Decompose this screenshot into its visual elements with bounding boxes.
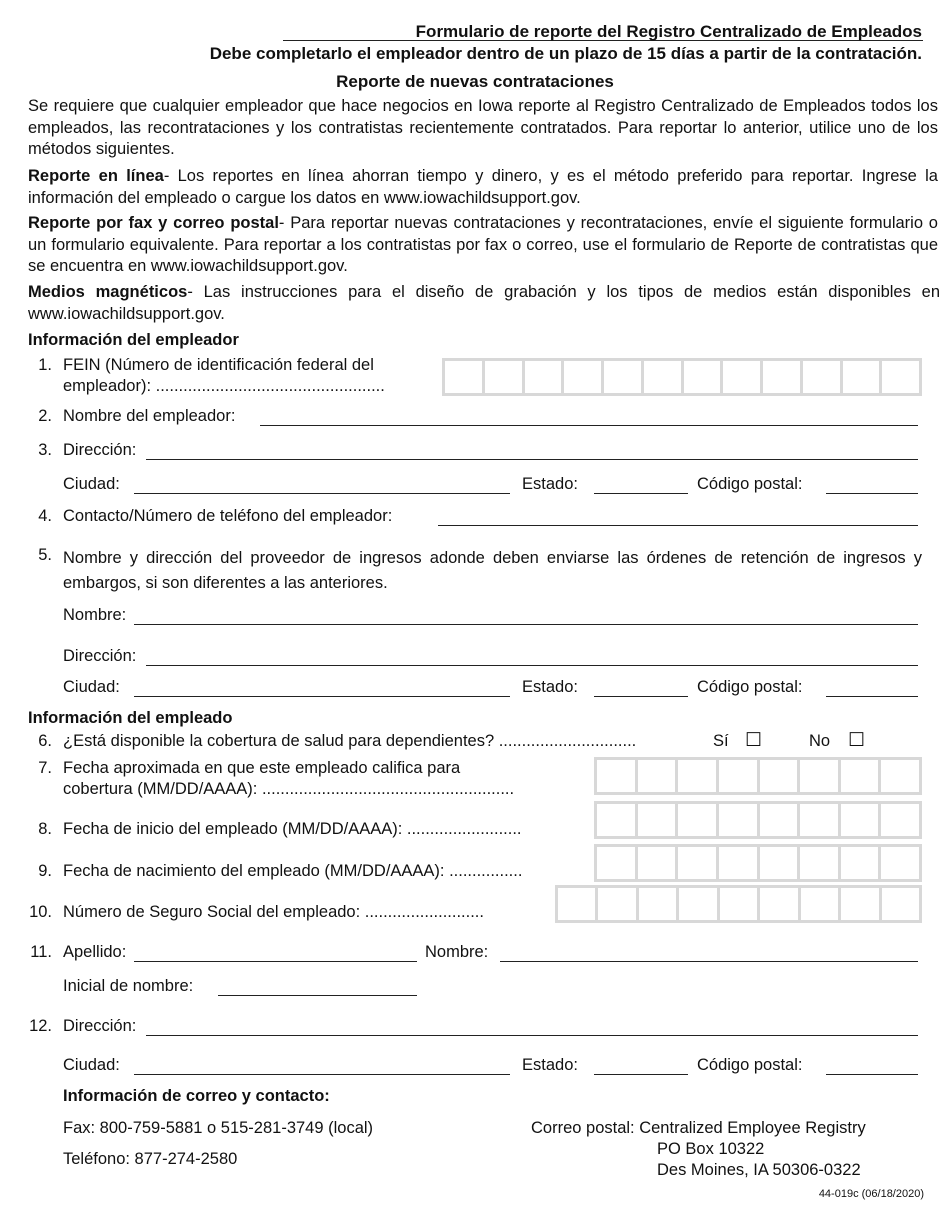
phone-info: Teléfono: 877-274-2580 bbox=[63, 1150, 238, 1168]
q2-number: 2. bbox=[38, 407, 52, 425]
deadline-notice: Debe completarlo el empleador dentro de un plazo de 15 días a partir de la contratación. bbox=[209, 44, 922, 63]
method-online-title: Reporte en línea bbox=[28, 167, 164, 185]
fein-input-boxes[interactable] bbox=[442, 358, 922, 396]
q1-number: 1. bbox=[38, 356, 52, 374]
q6-label: ¿Está disponible la cobertura de salud para dependientes? .............................. bbox=[63, 732, 637, 750]
q2-label: Nombre del empleador: bbox=[63, 407, 236, 425]
payer-state-label: Estado: bbox=[522, 678, 578, 696]
q7-label-line2: cobertura (MM/DD/AAAA): ....................................................... bbox=[63, 780, 515, 798]
employer-contact-field[interactable] bbox=[438, 525, 918, 526]
no-label: No bbox=[809, 732, 831, 750]
method-magnetic-text: - Las instrucciones para el diseño de grabación y los tipos de medios están disponibles en www.iowachildsupport.gov. bbox=[28, 283, 940, 323]
method-fax-text: - Para reportar nuevas contrataciones y recontrataciones, envíe el siguiente formulario o un formulario equivalente. Para reportar a los contratistas por fax o correo, use el formulario de Reporte de contratistas que se encuentra en www.iowachildsupport.gov. bbox=[28, 214, 938, 275]
method-online-text: - Los reportes en línea ahorran tiempo y dinero, y es el método preferido para reportar. Ingrese la información del empleado o cargue los datos en www.iowachildsupport.gov. bbox=[28, 167, 938, 207]
employee-city-label: Ciudad: bbox=[63, 1056, 120, 1074]
payer-zip-label: Código postal: bbox=[697, 678, 803, 696]
q4-label: Contacto/Número de teléfono del empleador: bbox=[63, 507, 393, 525]
employer-zip-field[interactable] bbox=[826, 493, 918, 494]
initial-label: Inicial de nombre: bbox=[63, 977, 194, 995]
intro-paragraph: Se requiere que cualquier empleador que hace negocios en Iowa reporte al Registro Centralizado de Empleados todos los empleados, las recontrataciones y los contratistas recientemente contratados. Para reportar lo anterior, utilice uno de los métodos siguientes. bbox=[28, 97, 938, 158]
employer-name-field[interactable] bbox=[260, 425, 918, 426]
form-id: 44-019c (06/18/2020) bbox=[818, 1188, 924, 1200]
coverage-date-boxes[interactable] bbox=[594, 757, 922, 795]
method-magnetic-title: Medios magnéticos bbox=[28, 283, 188, 301]
birth-date-boxes[interactable] bbox=[594, 844, 922, 882]
payer-city-label: Ciudad: bbox=[63, 678, 120, 696]
start-date-boxes[interactable] bbox=[594, 801, 922, 839]
q1-label-line2: empleador): .................................................. bbox=[63, 377, 385, 395]
first-name-field[interactable] bbox=[500, 961, 918, 962]
form-title: Formulario de reporte del Registro Centralizado de Empleados bbox=[415, 22, 922, 41]
q5-label: Nombre y dirección del proveedor de ingresos adonde deben enviarse las órdenes de retención de ingresos y embargos, si son diferentes a las anteriores. bbox=[63, 549, 922, 592]
employee-city-field[interactable] bbox=[134, 1074, 510, 1075]
payer-address-field[interactable] bbox=[146, 665, 918, 666]
q4-number: 4. bbox=[38, 507, 52, 525]
q10-number: 10. bbox=[29, 903, 52, 921]
last-name-field[interactable] bbox=[134, 961, 417, 962]
contact-heading: Información de correo y contacto: bbox=[63, 1087, 330, 1105]
form-subtitle: Reporte de nuevas contrataciones bbox=[336, 72, 614, 91]
payer-name-field[interactable] bbox=[134, 624, 918, 625]
employee-address-field[interactable] bbox=[146, 1035, 918, 1036]
q9-number: 9. bbox=[38, 862, 52, 880]
q7-number: 7. bbox=[38, 759, 52, 777]
q12-number: 12. bbox=[29, 1017, 52, 1035]
payer-city-field[interactable] bbox=[134, 696, 510, 697]
payer-state-field[interactable] bbox=[594, 696, 688, 697]
method-fax-mail bbox=[28, 213, 938, 278]
ssn-boxes[interactable] bbox=[555, 885, 922, 923]
no-checkbox[interactable]: ☐ bbox=[848, 730, 866, 751]
employee-heading: Información del empleado bbox=[28, 709, 233, 727]
employee-zip-label: Código postal: bbox=[697, 1056, 803, 1074]
yes-label: Sí bbox=[713, 732, 729, 750]
payer-name-label: Nombre: bbox=[63, 606, 127, 624]
payer-zip-field[interactable] bbox=[826, 696, 918, 697]
first-name-label: Nombre: bbox=[425, 943, 489, 961]
mail-address-line1: Correo postal: Centralized Employee Registry bbox=[531, 1119, 866, 1137]
q3-number: 3. bbox=[38, 441, 52, 459]
employer-state-label: Estado: bbox=[522, 475, 578, 493]
q1-label-line1: FEIN (Número de identificación federal del bbox=[63, 356, 374, 374]
payer-address-label: Dirección: bbox=[63, 647, 137, 665]
initial-field[interactable] bbox=[218, 995, 417, 996]
employee-zip-field[interactable] bbox=[826, 1074, 918, 1075]
q7-label-line1: Fecha aproximada en que este empleado califica para bbox=[63, 759, 461, 777]
employer-address-field[interactable] bbox=[146, 459, 918, 460]
q6-number: 6. bbox=[38, 732, 52, 750]
q8-number: 8. bbox=[38, 820, 52, 838]
fax-info: Fax: 800-759-5881 o 515-281-3749 (local) bbox=[63, 1119, 374, 1137]
yes-checkbox[interactable]: ☐ bbox=[745, 730, 763, 751]
employer-city-field[interactable] bbox=[134, 493, 510, 494]
method-fax-title: Reporte por fax y correo postal bbox=[28, 214, 279, 232]
employer-heading: Información del empleador bbox=[28, 331, 239, 349]
q5-number: 5. bbox=[38, 546, 52, 564]
method-online bbox=[28, 166, 938, 209]
q9-label: Fecha de nacimiento del empleado (MM/DD/AAAA): ................ bbox=[63, 862, 523, 880]
mail-address-line2: PO Box 10322 bbox=[657, 1140, 765, 1158]
employer-city-label: Ciudad: bbox=[63, 475, 120, 493]
q8-label: Fecha de inicio del empleado (MM/DD/AAAA): ......................... bbox=[63, 820, 522, 838]
q10-label: Número de Seguro Social del empleado: .......................... bbox=[63, 903, 484, 921]
q3-label: Dirección: bbox=[63, 441, 137, 459]
q11-number: 11. bbox=[30, 943, 52, 961]
employee-address-label: Dirección: bbox=[63, 1017, 137, 1035]
employer-zip-label: Código postal: bbox=[697, 475, 803, 493]
employee-state-label: Estado: bbox=[522, 1056, 578, 1074]
employee-state-field[interactable] bbox=[594, 1074, 688, 1075]
method-magnetic bbox=[28, 282, 940, 325]
last-name-label: Apellido: bbox=[63, 943, 127, 961]
mail-address-line3: Des Moines, IA 50306-0322 bbox=[657, 1161, 861, 1179]
employer-state-field[interactable] bbox=[594, 493, 688, 494]
